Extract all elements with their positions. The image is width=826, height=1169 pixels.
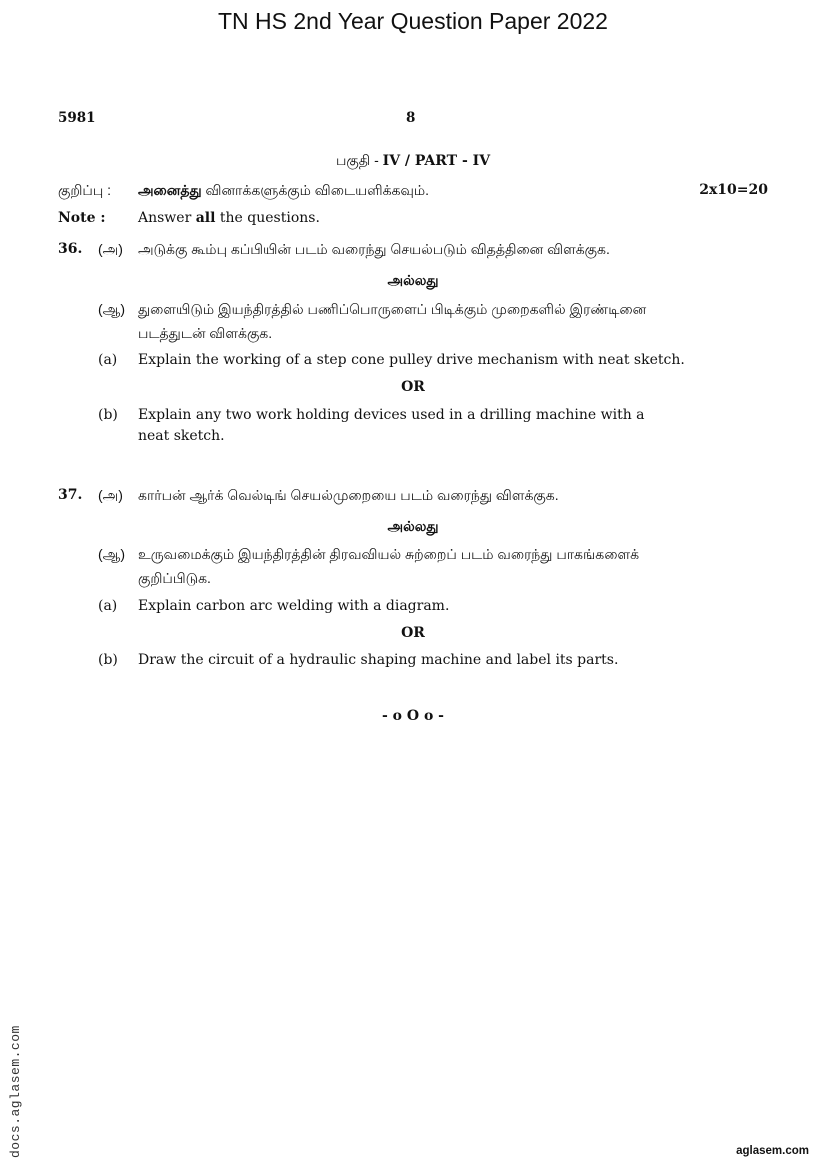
english-note-bold: all [195, 210, 216, 226]
question-text-tamil: துளையிடும் இயந்திரத்தில் பணிப்பொருளைப் பிடிக்கும் முறைகளில் இரண்டினை [138, 301, 647, 317]
option-marker: (b) [98, 407, 118, 423]
or-separator-tamil: அல்லது [387, 518, 439, 534]
side-watermark: docs.aglasem.com [8, 1025, 23, 1158]
option-marker: (a) [98, 352, 118, 368]
tamil-note-bold: அனைத்து [138, 182, 202, 198]
paper-code: 5981 [58, 110, 96, 126]
or-separator: OR [401, 625, 425, 641]
question-text-tamil: அடுக்கு கூம்பு கப்பியின் படம் வரைந்து செயல்படும் விதத்தினை விளக்குக. [138, 241, 610, 257]
english-note [138, 210, 320, 226]
tamil-note-label: குறிப்பு : [58, 182, 112, 198]
part-heading-tamil: பகுதி - [335, 152, 383, 168]
tamil-note-rest: வினாக்களுக்கும் விடையளிக்கவும். [201, 182, 430, 198]
question-number: 36. [58, 241, 83, 257]
page-number: 8 [406, 110, 416, 126]
part-heading-english: IV / PART - IV [382, 153, 491, 169]
question-text-english: neat sketch. [138, 428, 225, 444]
question-text-english: Explain any two work holding devices used in a drilling machine with a [138, 407, 645, 423]
or-separator-tamil: அல்லது [387, 272, 439, 288]
tamil-note [138, 182, 429, 201]
question-number: 37. [58, 487, 83, 503]
option-marker: (a) [98, 598, 118, 614]
question-text-tamil: கார்பன் ஆர்க் வெல்டிங் செயல்முறையை படம் வரைந்து விளக்குக. [138, 487, 559, 503]
footer-link[interactable]: aglasem.com [736, 1145, 809, 1157]
question-text-tamil: படத்துடன் விளக்குக. [138, 325, 273, 341]
question-text-english: Explain the working of a step cone pulley drive mechanism with neat sketch. [138, 352, 685, 368]
marks: 2x10=20 [699, 182, 768, 198]
english-note-pre: Answer [138, 210, 196, 226]
question-text-tamil: குறிப்பிடுக. [138, 570, 211, 586]
end-mark: - o O o - [382, 708, 444, 724]
option-marker: (ஆ) [98, 301, 126, 317]
english-note-post: the questions. [215, 210, 320, 226]
question-text-english: Explain carbon arc welding with a diagram. [138, 598, 450, 614]
or-separator: OR [401, 379, 425, 395]
question-text-english: Draw the circuit of a hydraulic shaping machine and label its parts. [138, 652, 619, 668]
option-marker: (அ) [98, 241, 123, 257]
question-text-tamil: உருவமைக்கும் இயந்திரத்தின் திரவவியல் சுற்றைப் படம் வரைந்து பாகங்களைக் [138, 546, 640, 562]
option-marker: (அ) [98, 487, 123, 503]
banner-title: TN HS 2nd Year Question Paper 2022 [218, 8, 608, 34]
part-heading [0, 152, 826, 171]
english-note-label: Note : [58, 210, 106, 226]
option-marker: (b) [98, 652, 118, 668]
option-marker: (ஆ) [98, 546, 126, 562]
